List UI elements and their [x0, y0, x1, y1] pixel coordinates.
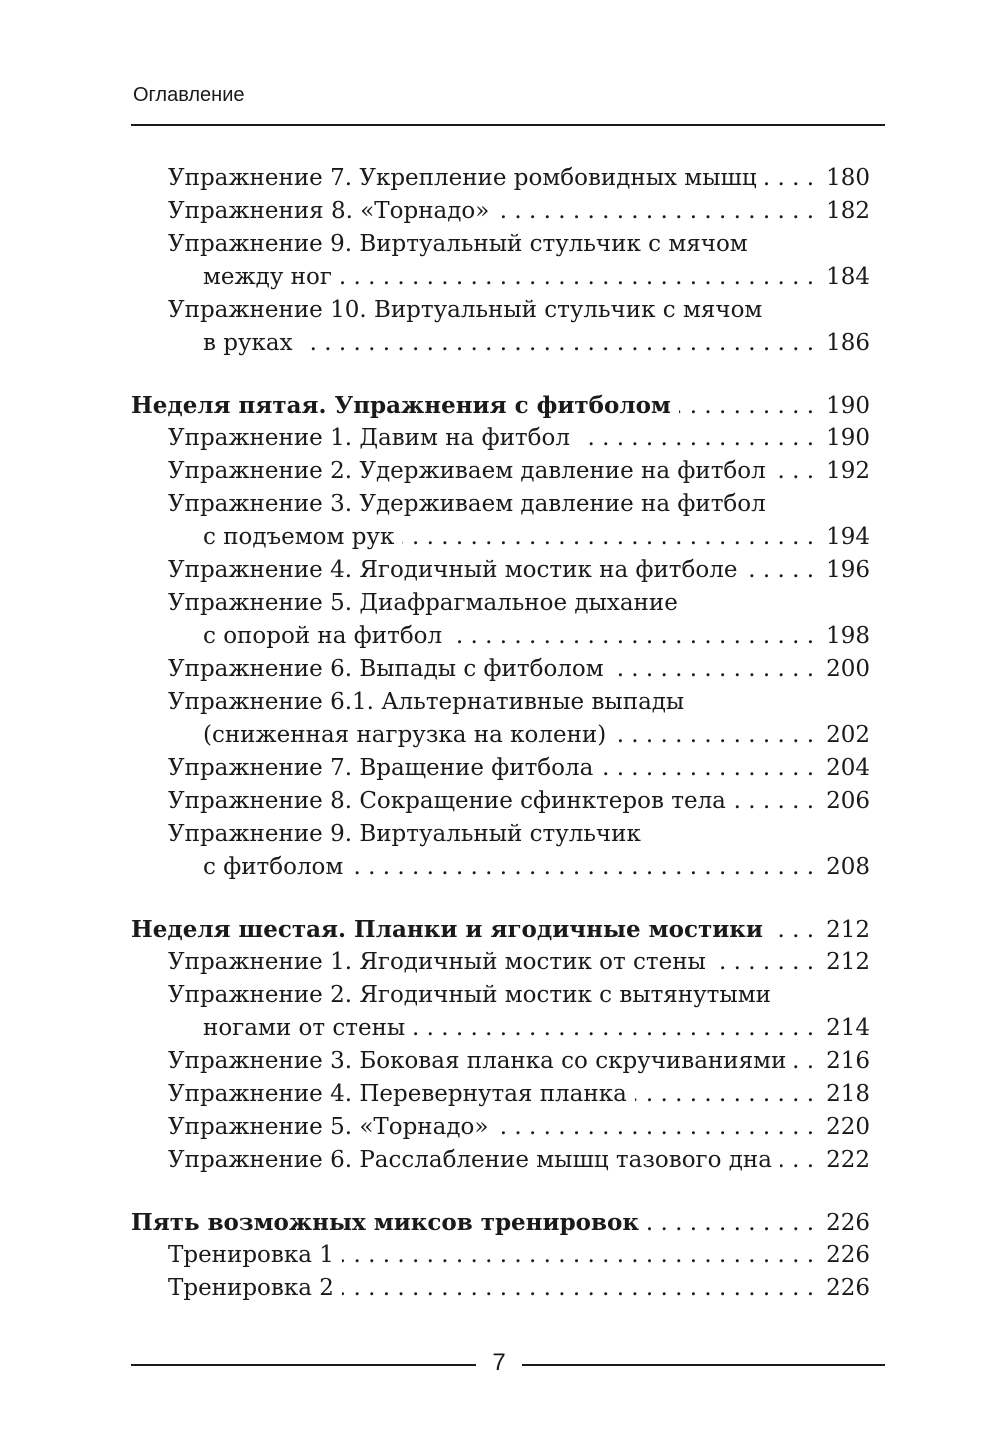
- toc-entry-title: Пять возможных миксов тренировок: [131, 1209, 639, 1236]
- toc-entry: [131, 228, 870, 261]
- toc-dot-leader: [614, 719, 814, 752]
- toc-entry: [131, 422, 870, 455]
- toc-entry-title: с опорой на фитбол: [203, 623, 443, 649]
- toc-entry-title: Упражнение 3. Удерживаем давление на фитбол: [168, 491, 766, 517]
- toc-section-entry: [131, 913, 870, 946]
- toc-entry: [131, 162, 870, 195]
- toc-entry-title: Упражнение 6. Расслабление мышц тазового дна: [168, 1147, 772, 1173]
- toc-dot-leader: [301, 327, 815, 360]
- toc-entry: [131, 587, 870, 620]
- toc-entry-page: 198: [826, 623, 870, 649]
- toc-entry: [131, 719, 870, 752]
- toc-dot-leader: [774, 455, 814, 488]
- toc-entry-page: 202: [826, 722, 870, 748]
- toc-dot-leader: [765, 162, 814, 195]
- toc-entry-page: 190: [826, 393, 870, 419]
- toc-entry: [131, 1078, 870, 1111]
- toc-entry-title: Неделя пятая. Упражнения с фитболом: [131, 392, 671, 419]
- toc-dot-leader: [601, 752, 814, 785]
- toc-entry: [131, 554, 870, 587]
- toc-entry-page: 212: [826, 917, 870, 943]
- toc-dot-leader: [351, 851, 814, 884]
- toc-entry-title: с подъемом рук: [203, 524, 395, 550]
- toc-dot-leader: [450, 620, 814, 653]
- toc-dot-leader: [402, 521, 814, 554]
- toc-entry: [131, 261, 870, 294]
- toc-entry-title: Неделя шестая. Планки и ягодичные мостики: [131, 916, 763, 943]
- toc-entry: [131, 1272, 870, 1305]
- toc-entry: [131, 195, 870, 228]
- toc-entry: [131, 818, 870, 851]
- toc-dot-leader: [342, 1272, 814, 1305]
- toc-dot-leader: [780, 1144, 814, 1177]
- toc-entry-title: Упражнение 4. Перевернутая планка: [168, 1081, 627, 1107]
- toc-entry-title: Упражнение 1. Давим на фитбол: [168, 425, 570, 451]
- toc-dot-leader: [745, 554, 814, 587]
- toc-entry: [131, 653, 870, 686]
- toc-entry-page: 180: [826, 165, 870, 191]
- toc-dot-leader: [413, 1012, 814, 1045]
- toc-entry-page: 190: [826, 425, 870, 451]
- toc-entry-title: (сниженная нагрузка на колени): [203, 722, 607, 748]
- toc-section-entry: [131, 1206, 870, 1239]
- toc-entry-page: 218: [826, 1081, 870, 1107]
- toc-dot-leader: [734, 785, 814, 818]
- footer-rule-right: [522, 1364, 885, 1366]
- toc-entry-title: в руках: [203, 330, 293, 356]
- toc-entry-title: Упражнение 5. «Торнадо»: [168, 1114, 489, 1140]
- toc-entry-page: 226: [826, 1242, 870, 1268]
- toc-dot-leader: [679, 390, 814, 423]
- toc-entry: [131, 488, 870, 521]
- toc-entry-page: 222: [826, 1147, 870, 1173]
- toc-entry-page: 226: [826, 1275, 870, 1301]
- toc-entry-page: 208: [826, 854, 870, 880]
- toc-entry-page: 220: [826, 1114, 870, 1140]
- toc-entry-title: Упражнение 2. Удерживаем давление на фитбол: [168, 458, 766, 484]
- toc-entry-title: Упражнение 9. Виртуальный стульчик с мячом: [168, 231, 748, 257]
- toc-entry: [131, 946, 870, 979]
- toc-dot-leader: [647, 1207, 814, 1240]
- toc-entry-title: Упражнение 10. Виртуальный стульчик с мячом: [168, 297, 763, 323]
- toc-entry-title: Упражнение 1. Ягодичный мостик от стены: [168, 949, 706, 975]
- toc-entry-title: Упражнение 2. Ягодичный мостик с вытянутыми: [168, 982, 771, 1008]
- toc-entry-title: Упражнение 7. Вращение фитбола: [168, 755, 594, 781]
- toc-entry: [131, 752, 870, 785]
- toc-entry-title: с фитболом: [203, 854, 344, 880]
- toc-entry: [131, 1012, 870, 1045]
- toc-entry-title: Тренировка 1: [168, 1242, 334, 1268]
- toc-dot-leader: [771, 914, 814, 947]
- toc-dot-leader: [578, 422, 814, 455]
- toc-entry-title: Упражнение 6.1. Альтернативные выпады: [168, 689, 685, 715]
- toc-entry-title: Тренировка 2: [168, 1275, 334, 1301]
- toc-entry-page: 186: [826, 330, 870, 356]
- toc-entry-title: Упражнение 5. Диафрагмальное дыхание: [168, 590, 678, 616]
- running-header: Оглавление: [133, 84, 245, 106]
- toc-entry-title: Упражнение 6. Выпады с фитболом: [168, 656, 604, 682]
- toc-entry-title: Упражнение 3. Боковая планка со скручиваниями: [168, 1048, 787, 1074]
- toc-dot-leader: [612, 653, 814, 686]
- toc-entry-title: Упражнение 4. Ягодичный мостик на фитболе: [168, 557, 738, 583]
- toc-entry-page: 212: [826, 949, 870, 975]
- toc-entry-title: Упражнения 8. «Торнадо»: [168, 198, 490, 224]
- toc-entry-page: 226: [826, 1210, 870, 1236]
- toc-dot-leader: [635, 1078, 814, 1111]
- toc-entry-title: Упражнение 7. Укрепление ромбовидных мышц: [168, 165, 757, 191]
- toc-entry: [131, 979, 870, 1012]
- toc-dot-leader: [714, 946, 814, 979]
- toc-entry: [131, 294, 870, 327]
- toc-entry-title: ногами от стены: [203, 1015, 406, 1041]
- toc-entry: [131, 1144, 870, 1177]
- toc-entry: [131, 327, 870, 360]
- table-of-contents: [131, 0, 870, 1450]
- toc-entry-page: 182: [826, 198, 870, 224]
- toc-entry-title: между ног: [203, 264, 332, 290]
- toc-dot-leader: [497, 195, 814, 228]
- toc-entry: [131, 1045, 870, 1078]
- toc-entry-page: 200: [826, 656, 870, 682]
- toc-entry-page: 196: [826, 557, 870, 583]
- toc-entry: [131, 1239, 870, 1272]
- toc-dot-leader: [342, 1239, 814, 1272]
- toc-dot-leader: [340, 261, 814, 294]
- toc-entry: [131, 620, 870, 653]
- page-number: 7: [492, 1349, 506, 1376]
- toc-entry-title: Упражнение 8. Сокращение сфинктеров тела: [168, 788, 726, 814]
- footer-rule-left: [131, 1364, 476, 1366]
- toc-entry-page: 214: [826, 1015, 870, 1041]
- toc-dot-leader: [794, 1045, 814, 1078]
- toc-entry-page: 206: [826, 788, 870, 814]
- toc-entry: [131, 851, 870, 884]
- toc-entry: [131, 455, 870, 488]
- toc-entry-title: Упражнение 9. Виртуальный стульчик: [168, 821, 641, 847]
- toc-entry: [131, 1111, 870, 1144]
- toc-entry: [131, 686, 870, 719]
- toc-entry: [131, 521, 870, 554]
- toc-entry-page: 192: [826, 458, 870, 484]
- toc-entry-page: 184: [826, 264, 870, 290]
- toc-entry-page: 204: [826, 755, 870, 781]
- toc-entry-page: 216: [826, 1048, 870, 1074]
- toc-entry: [131, 785, 870, 818]
- toc-section-entry: [131, 389, 870, 422]
- toc-dot-leader: [496, 1111, 814, 1144]
- toc-entry-page: 194: [826, 524, 870, 550]
